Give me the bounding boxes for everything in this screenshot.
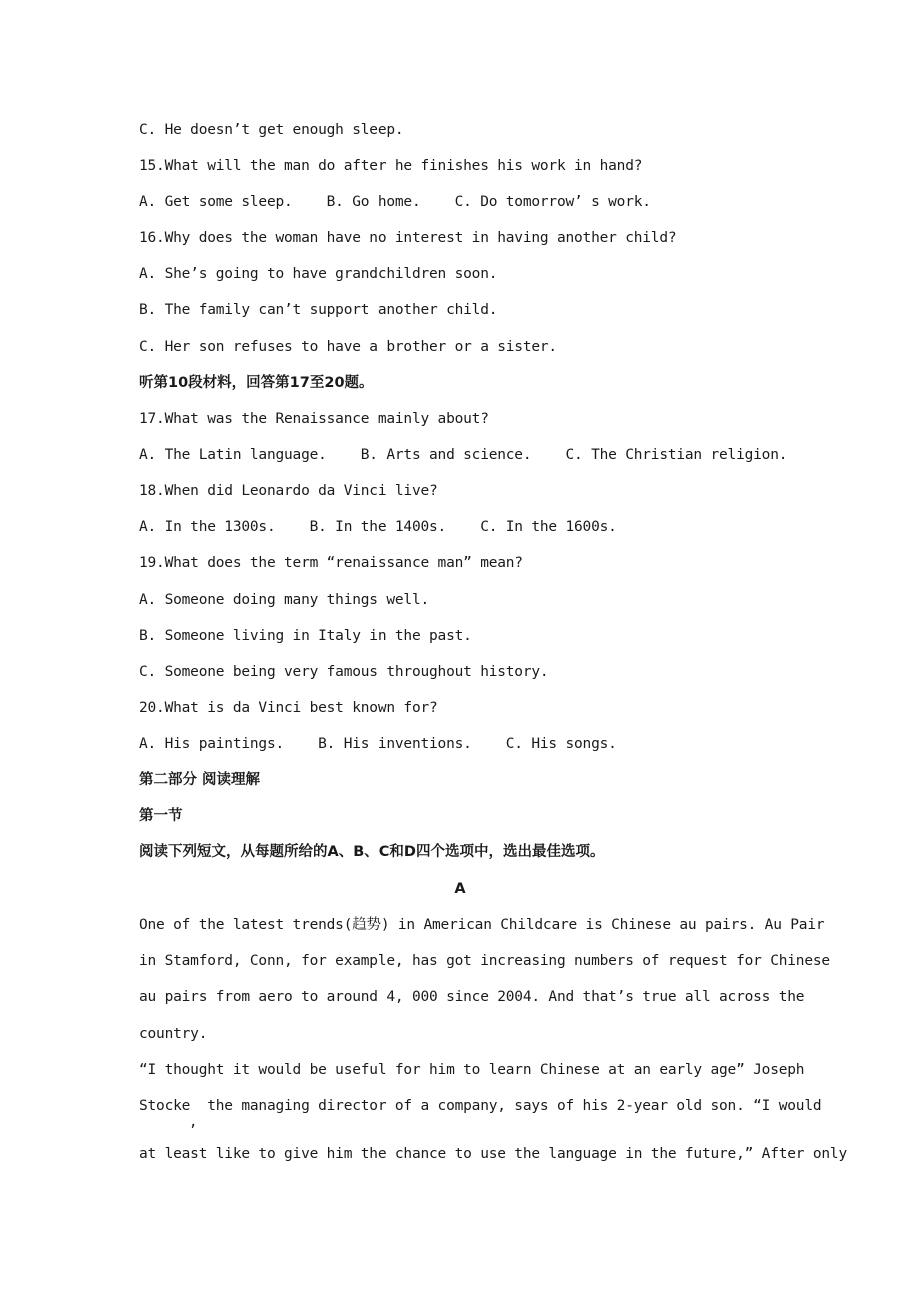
q16-option-b: B. The family can’t support another child. <box>139 302 498 318</box>
q19-option-a: A. Someone doing many things well. <box>139 592 430 608</box>
q20-stem: 20.What is da Vinci best known for? <box>139 700 438 716</box>
reading-section-title: 第一节 <box>139 808 183 824</box>
section10-instruction: 听第10段材料，回答第17至20题。 <box>139 375 374 391</box>
passage-line: country. <box>139 1026 208 1042</box>
passage-line: One of the latest trends(趋势) in American Childcare is Chinese au pairs. Au Pair <box>139 917 825 933</box>
passage-line: in Stamford, Conn, for example, has got increasing numbers of request for Chinese <box>139 953 830 969</box>
q17-stem: 17.What was the Renaissance mainly about? <box>139 411 489 427</box>
q19-option-b: B. Someone living in Italy in the past. <box>139 628 472 644</box>
q15-options: A. Get some sleep. B. Go home. C. Do tomorrow’ s work. <box>139 194 651 210</box>
passage-line: at least like to give him the chance to use the language in the future,” After only <box>139 1146 847 1162</box>
q14-option-c: C. He doesn’t get enough sleep. <box>139 122 404 138</box>
stray-comma: , <box>189 1114 198 1130</box>
q15-stem: 15.What will the man do after he finishes his work in hand? <box>139 158 643 174</box>
q16-option-c: C. Her son refuses to have a brother or a sister. <box>139 339 557 355</box>
q19-stem: 19.What does the term “renaissance man” mean? <box>139 555 523 571</box>
passage-line: “I thought it would be useful for him to learn Chinese at an early age” Joseph <box>139 1062 805 1078</box>
passage-line: au pairs from aero to around 4, 000 since 2004. And that’s true all across the <box>139 989 805 1005</box>
reading-instruction: 阅读下列短文，从每题所给的A、B、C和D四个选项中，选出最佳选项。 <box>139 844 605 860</box>
q18-stem: 18.When did Leonardo da Vinci live? <box>139 483 438 499</box>
q18-options: A. In the 1300s. B. In the 1400s. C. In the 1600s. <box>139 519 617 535</box>
q16-option-a: A. She’s going to have grandchildren soon. <box>139 266 498 282</box>
q19-option-c: C. Someone being very famous throughout history. <box>139 664 549 680</box>
q20-options: A. His paintings. B. His inventions. C. His songs. <box>139 736 617 752</box>
passage-line: Stocke the managing director of a company, says of his 2-year old son. “I would <box>139 1098 822 1114</box>
q16-stem: 16.Why does the woman have no interest in having another child? <box>139 230 677 246</box>
reading-part-title: 第二部分 阅读理解 <box>139 772 261 788</box>
passage-label: A <box>454 881 466 897</box>
q17-options: A. The Latin language. B. Arts and science. C. The Christian religion. <box>139 447 788 463</box>
